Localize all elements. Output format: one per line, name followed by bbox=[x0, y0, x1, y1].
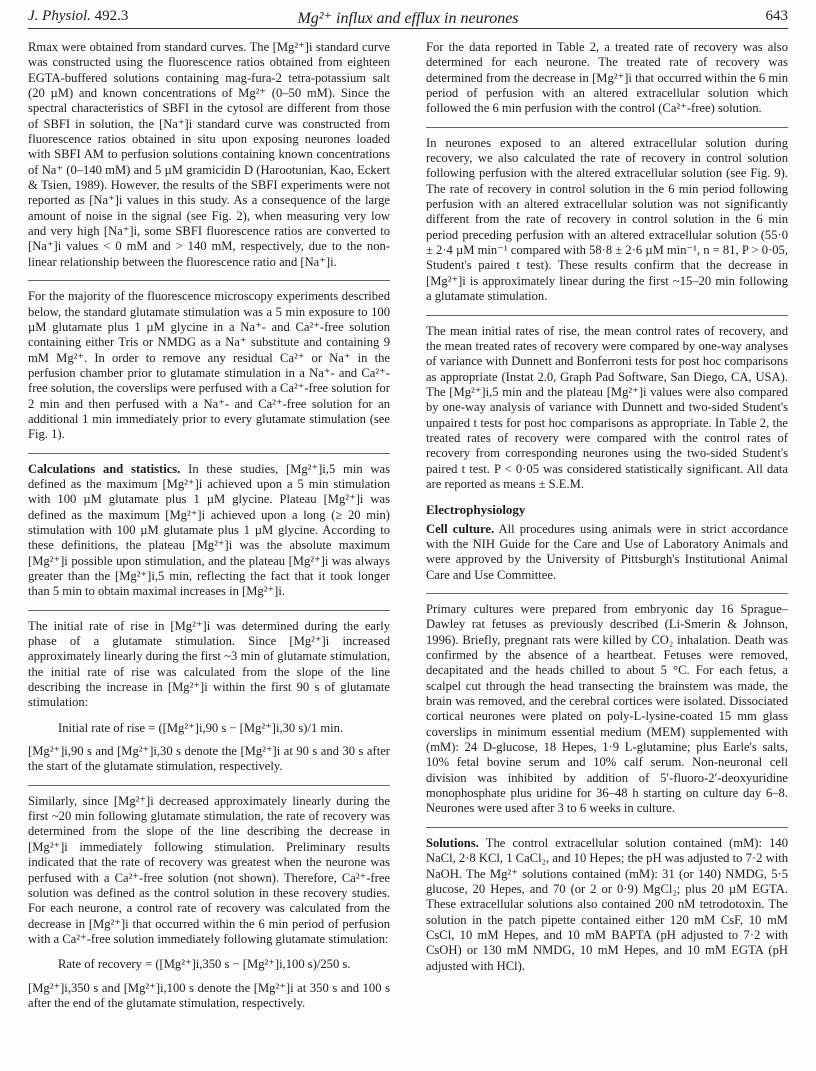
paragraph: Rmax were obtained from standard curves. The [Mg²⁺]i standard curve was constructed using the fluorescence ratios obtained from eighteen EGTA-buffered solutions containing mag-fura-2 tetra-potassium salt (20 µM) and known concentrations of Mg²⁺ (0–50 mM). Since the spectral characteristics of SBFI in the cytosol are different from those of SBFI in solution, the [Na⁺]i standard curve was constructed from fluorescence ratios obtained in situ upon exposing neurones loaded with SBFI AM to perfusion solutions containing known concentrations of Na⁺ (0–140 mM) and 5 µM gramicidin D (Harootunian, Kao, Eckert & Tsien, 1989). However, the results of the SBFI experiments were not reported as [Na⁺]i values in this study. As a consequence of the large amount of noise in the signal (see Fig. 2), when measuring very low and very high [Na⁺]i, some SBFI fluorescence ratios are converted to [Na⁺]i values < 0 mM and > 140 mM, respectively, due to the non-linear relationship between the fluorescence ratio and [Na⁺]i. bbox=[28, 40, 390, 269]
run-in-heading: Calculations and statistics. bbox=[28, 461, 181, 476]
page-number: 643 bbox=[765, 8, 788, 24]
divider bbox=[426, 593, 788, 594]
run-in-heading: Cell culture. bbox=[426, 521, 495, 536]
paragraph: For the majority of the fluorescence microscopy experiments described below, the standard glutamate stimulation was a 5 min exposure to 100 µM glutamate plus 1 µM glycine in a Na⁺- and Ca²⁺-free solution containing either Tris or NMDG as a Na⁺ substitute and containing 9 mM Mg²⁺. In order to remove any residual Ca²⁺ or Na⁺ in the perfusion chamber prior to glutamate stimulation in a Na⁺- and Ca²⁺-free solution, the coverslips were perfused with a Ca²⁺-free solution for 2 min and then perfused with a Na⁺- and Ca²⁺-free solution for an additional 1 min immediately prior to every glutamate stimulation (see Fig. 1). bbox=[28, 289, 390, 442]
paragraph: [Mg²⁺]i,350 s and [Mg²⁺]i,100 s denote the [Mg²⁺]i at 350 s and 100 s after the end of the glutamate stimulation, respectively. bbox=[28, 980, 390, 1010]
running-title: Mg²⁺ influx and efflux in neurones bbox=[297, 10, 519, 27]
section-heading: Electrophysiology bbox=[426, 502, 526, 518]
paragraph: Solutions. The control extracellular solution contained (mM): 140 NaCl, 2·8 KCl, 1 CaCl₂, and 10 Hepes; the pH was adjusted to 7·2 with NaOH. The Mg²⁺ solutions contained (mM): 31 (or 140) NMDG, 5·5 glucose, 20 Hepes, and 70 (or 2 or 0·9) MgCl₂; plus 20 µM EGTA. These extracellular solutions also contained 200 nM tetrodotoxin. The solution in the patch pipette contained either 120 mM CsF, 10 mM CsCl, 10 mM Hepes, and 10 mM BAPTA (pH adjusted to 7·2 with CsOH) or 130 mM NMDG, 10 mM Hepes, and 10 mM EGTA (pH adjusted with HCl). bbox=[426, 835, 788, 973]
divider bbox=[426, 315, 788, 316]
running-header bbox=[28, 8, 788, 29]
divider bbox=[28, 280, 390, 281]
paragraph: [Mg²⁺]i,90 s and [Mg²⁺]i,30 s denote the [Mg²⁺]i at 90 s and 30 s after the start of the glutamate stimulation, respectively. bbox=[28, 744, 390, 774]
paragraph: The mean initial rates of rise, the mean control rates of recovery, and the mean treated rates of recovery were compared by one-way analyses of variance with Dunnett and Bonferroni tests for post hoc comparisons as appropriate (Instat 2.0, Graph Pad Software, San Diego, CA, USA). The [Mg²⁺]i,5 min and the plateau [Mg²⁺]i values were also compared by one-way analysis of variance with Dunnett and two-sided Student's unpaired t tests for post hoc comparisons as appropriate. In Table 2, the treated rates of recovery were compared with the control rates of recovery from corresponding neurones using the two-sided Student's paired t test. P < 0·05 was considered statistically significant. All data are reported as means ± S.E.M. bbox=[426, 323, 788, 491]
divider bbox=[426, 127, 788, 128]
paragraph: Similarly, since [Mg²⁺]i decreased approximately linearly during the first ~20 min following glutamate stimulation, the rate of recovery was determined from the slope of the line describing the decrease in [Mg²⁺]i immediately following stimulation. Preliminary results indicated that the rate of recovery was greatest when the neurone was perfused with a Ca²⁺-free solution (not shown). Therefore, Ca²⁺-free solution was defined as the control solution in these recovery studies. For each neurone, a control rate of recovery was calculated from the decrease in [Mg²⁺]i that occurred within the 6 min period of perfusion with a Ca²⁺-free solution immediately following glutamate stimulation: bbox=[28, 793, 390, 946]
paragraph: Cell culture. All procedures using animals were in strict accordance with the NIH Guide for the Care and Use of Laboratory Animals and were approved by the University of Pittsburgh's Institutional Animal Care and Use Committee. bbox=[426, 521, 788, 582]
equation-rate-of-recovery: Rate of recovery = ([Mg²⁺]i,350 s − [Mg²⁺]i,100 s)/250 s. bbox=[58, 957, 351, 972]
right-column bbox=[426, 40, 788, 984]
left-column bbox=[28, 40, 390, 1021]
equation-initial-rate: Initial rate of rise = ([Mg²⁺]i,90 s − [Mg²⁺]i,30 s)/1 min. bbox=[58, 720, 344, 735]
run-in-heading: Solutions. bbox=[426, 835, 479, 850]
paragraph: Calculations and statistics. In these studies, [Mg²⁺]i,5 min was defined as the maximum [Mg²⁺]i achieved upon a 5 min stimulation with 100 µM glutamate plus 1 µM glycine. Plateau [Mg²⁺]i was defined as the maximum [Mg²⁺]i achieved upon a long (≥ 20 min) stimulation with 100 µM glutamate plus 1 µM glycine. According to these definitions, the plateau [Mg²⁺]i was the absolute maximum [Mg²⁺]i possible upon stimulation, and the plateau [Mg²⁺]i was always greater than the [Mg²⁺]i,5 min, reflecting the fact that it took longer than 5 min to obtain maximal increases in [Mg²⁺]i. bbox=[28, 461, 390, 599]
divider bbox=[28, 785, 390, 786]
divider bbox=[28, 610, 390, 611]
divider bbox=[28, 453, 390, 454]
paragraph: For the data reported in Table 2, a treated rate of recovery was also determined for each neurone. The treated rate of recovery was determined from the decrease in [Mg²⁺]i that occurred within the 6 min period of perfusion with an altered extracellular solution which followed the 6 min perfusion with the control (Ca²⁺-free) solution. bbox=[426, 40, 788, 116]
paragraph: The initial rate of rise in [Mg²⁺]i was determined during the early phase of a glutamate stimulation. Since [Mg²⁺]i increased approximately linearly during the first ~3 min of glutamate stimulation, the initial rate of rise was calculated from the slope of the line describing the increase in [Mg²⁺]i within the first 90 s of glutamate stimulation: bbox=[28, 618, 390, 710]
divider bbox=[426, 827, 788, 828]
paragraph: Primary cultures were prepared from embryonic day 16 Sprague–Dawley rat fetuses as previously described (Li-Smerin & Johnson, 1996). Briefly, pregnant rats were killed by CO₂ inhalation. Death was confirmed by the absence of a heartbeat. Fetuses were removed, decapitated and the heads chilled to about 5 °C. For each fetus, a scalpel cut through the head transecting the brainstem was made, the brain was removed, and the cerebral cortices were isolated. Dissociated cortical neurones were plated on poly-L-lysine-coated 15 mm glass coverslips in minimum essential medium (MEM) supplemented with (mM): 24 D-glucose, 18 Hepes, 1·9 L-glutamine; plus Earle's salts, 10% fetal bovine serum and 10% calf serum. Non-neuronal cell division was inhibited by addition of 5′-fluoro-2′-deoxyuridine monophosphate plus uridine for 36–48 h starting on culture day 6–8. Neurones were used after 3 to 6 weeks in culture. bbox=[426, 602, 788, 816]
paragraph: In neurones exposed to an altered extracellular solution during recovery, we also calculated the rate of recovery in control solution following perfusion with the altered extracellular solution (see Fig. 9). The rate of recovery in control solution in the 6 min period following perfusion with an altered extracellular solution was not significantly different from the rate of recovery in control solution in the 6 min period preceding perfusion with an altered extracellular solution (55·0 ± 2·4 µM min⁻¹ compared with 58·8 ± 2·6 µM min⁻¹, n = 81, P > 0·05, Student's paired t test). These results confirm that the decrease in [Mg²⁺]i is approximately linear during the first ~15–20 min following a glutamate stimulation. bbox=[426, 135, 788, 304]
journal-citation: J. Physiol. 492.3 bbox=[28, 8, 129, 24]
